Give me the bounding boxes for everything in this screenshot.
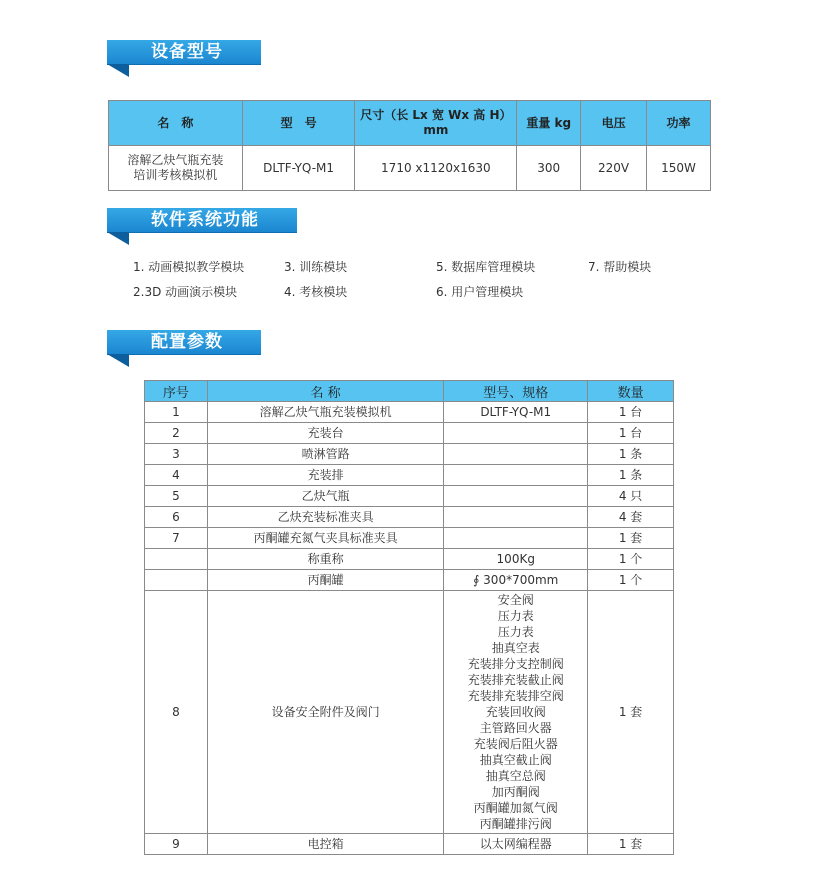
section-title-software: 软件系统功能 [151, 210, 259, 230]
row-no: 2 [145, 423, 208, 444]
header-fold [107, 232, 129, 245]
device-size: 1710 x1120x1630 [355, 146, 517, 191]
row-no: 4 [145, 465, 208, 486]
row-qty: 1 套 [588, 591, 674, 834]
spec-item: 丙酮罐排污阀 [479, 817, 552, 831]
spec-item: 压力表 [497, 625, 534, 639]
row-name: 丙酮罐 [207, 570, 443, 591]
section-header-device-model [107, 40, 261, 76]
header-model: 型 号 [242, 101, 355, 146]
row-spec: DLTF-YQ-M1 [444, 402, 588, 423]
row-name: 乙炔气瓶 [207, 486, 443, 507]
table-row [145, 444, 674, 465]
table-row [145, 591, 674, 834]
header-weight: 重量 kg [517, 101, 581, 146]
device-weight: 300 [517, 146, 581, 191]
spec-item: 充装排充装排空阀 [467, 689, 564, 703]
feature-item: 7. 帮助模块 [588, 260, 652, 274]
row-no: 5 [145, 486, 208, 507]
device-model: DLTF-YQ-M1 [242, 146, 355, 191]
row-qty: 1 个 [588, 549, 674, 570]
header-name: 名 称 [207, 381, 443, 402]
section-header-config [107, 330, 261, 366]
table-row [145, 507, 674, 528]
config-table-header [145, 381, 674, 402]
feature-item: 2.3D 动画演示模块 [133, 285, 238, 299]
row-qty: 1 条 [588, 444, 674, 465]
table-row [145, 423, 674, 444]
header-spec: 型号、规格 [444, 381, 588, 402]
header-power: 功率 [647, 101, 711, 146]
header-voltage: 电压 [581, 101, 647, 146]
device-power: 150W [647, 146, 711, 191]
header-fold [107, 64, 129, 77]
spec-item: 抽真空总阀 [485, 769, 546, 783]
feature-item: 6. 用户管理模块 [436, 285, 524, 299]
row-name: 设备安全附件及阀门 [207, 591, 443, 834]
section-title-config: 配置参数 [151, 332, 223, 352]
device-voltage: 220V [581, 146, 647, 191]
row-no: 3 [145, 444, 208, 465]
row-spec [444, 444, 588, 465]
row-name: 称重称 [207, 549, 443, 570]
header-size: 尺寸（长 Lx 宽 Wx 高 H） mm [355, 101, 517, 146]
row-qty: 1 条 [588, 465, 674, 486]
row-name: 乙炔充装标准夹具 [207, 507, 443, 528]
row-qty: 1 个 [588, 570, 674, 591]
row-qty: 1 套 [588, 834, 674, 855]
row-qty: 1 台 [588, 402, 674, 423]
header-fold [107, 354, 129, 367]
feature-item: 5. 数据库管理模块 [436, 260, 536, 274]
header-name: 名 称 [109, 101, 243, 146]
device-name: 溶解乙炔气瓶充装 培训考核模拟机 [109, 146, 243, 191]
spec-item: 主管路回火器 [479, 721, 552, 735]
spec-item: 充装回收阀 [485, 705, 546, 719]
section-header-software [107, 208, 261, 244]
row-spec: 100Kg [444, 549, 588, 570]
spec-item: 充装排分支控制阀 [467, 657, 564, 671]
row-name: 喷淋管路 [207, 444, 443, 465]
row-spec [444, 528, 588, 549]
feature-item: 1. 动画模拟教学模块 [133, 260, 245, 274]
device-table-header [109, 101, 711, 146]
row-qty: 4 只 [588, 486, 674, 507]
spec-item: 充装排充装截止阀 [467, 673, 564, 687]
row-qty: 1 套 [588, 528, 674, 549]
spec-item: 抽真空截止阀 [479, 753, 552, 767]
spec-item: 压力表 [497, 609, 534, 623]
table-row [145, 528, 674, 549]
row-spec: 以太网编程器 [444, 834, 588, 855]
spec-item: 加丙酮阀 [491, 785, 540, 799]
row-name: 丙酮罐充氮气夹具标准夹具 [207, 528, 443, 549]
row-qty: 4 套 [588, 507, 674, 528]
row-spec [444, 486, 588, 507]
table-row [145, 465, 674, 486]
table-row [145, 570, 674, 591]
row-spec [444, 465, 588, 486]
config-table [144, 380, 674, 855]
table-row [145, 834, 674, 855]
table-row [145, 549, 674, 570]
row-spec [444, 423, 588, 444]
row-no: 1 [145, 402, 208, 423]
row-spec-list [444, 591, 588, 834]
header-qty: 数量 [588, 381, 674, 402]
spec-item: 安全阀 [497, 593, 534, 607]
row-spec [444, 507, 588, 528]
feature-item: 4. 考核模块 [284, 285, 348, 299]
spec-item: 丙酮罐加氮气阀 [473, 801, 558, 815]
row-spec: ∮ 300*700mm [444, 570, 588, 591]
row-qty: 1 台 [588, 423, 674, 444]
row-no: 7 [145, 528, 208, 549]
row-no: 6 [145, 507, 208, 528]
header-no: 序号 [145, 381, 208, 402]
row-name: 溶解乙炔气瓶充装模拟机 [207, 402, 443, 423]
row-no [145, 549, 208, 570]
section-title-device-model: 设备型号 [151, 42, 223, 62]
table-row [145, 402, 674, 423]
device-table [108, 100, 711, 191]
spec-item: 抽真空表 [491, 641, 540, 655]
row-no: 9 [145, 834, 208, 855]
row-no: 8 [145, 591, 208, 834]
table-row [145, 486, 674, 507]
spec-item: 充装阀后阻火器 [473, 737, 558, 751]
row-name: 充装台 [207, 423, 443, 444]
row-name: 电控箱 [207, 834, 443, 855]
row-name: 充装排 [207, 465, 443, 486]
row-no [145, 570, 208, 591]
device-table-row [109, 146, 711, 191]
feature-item: 3. 训练模块 [284, 260, 348, 274]
